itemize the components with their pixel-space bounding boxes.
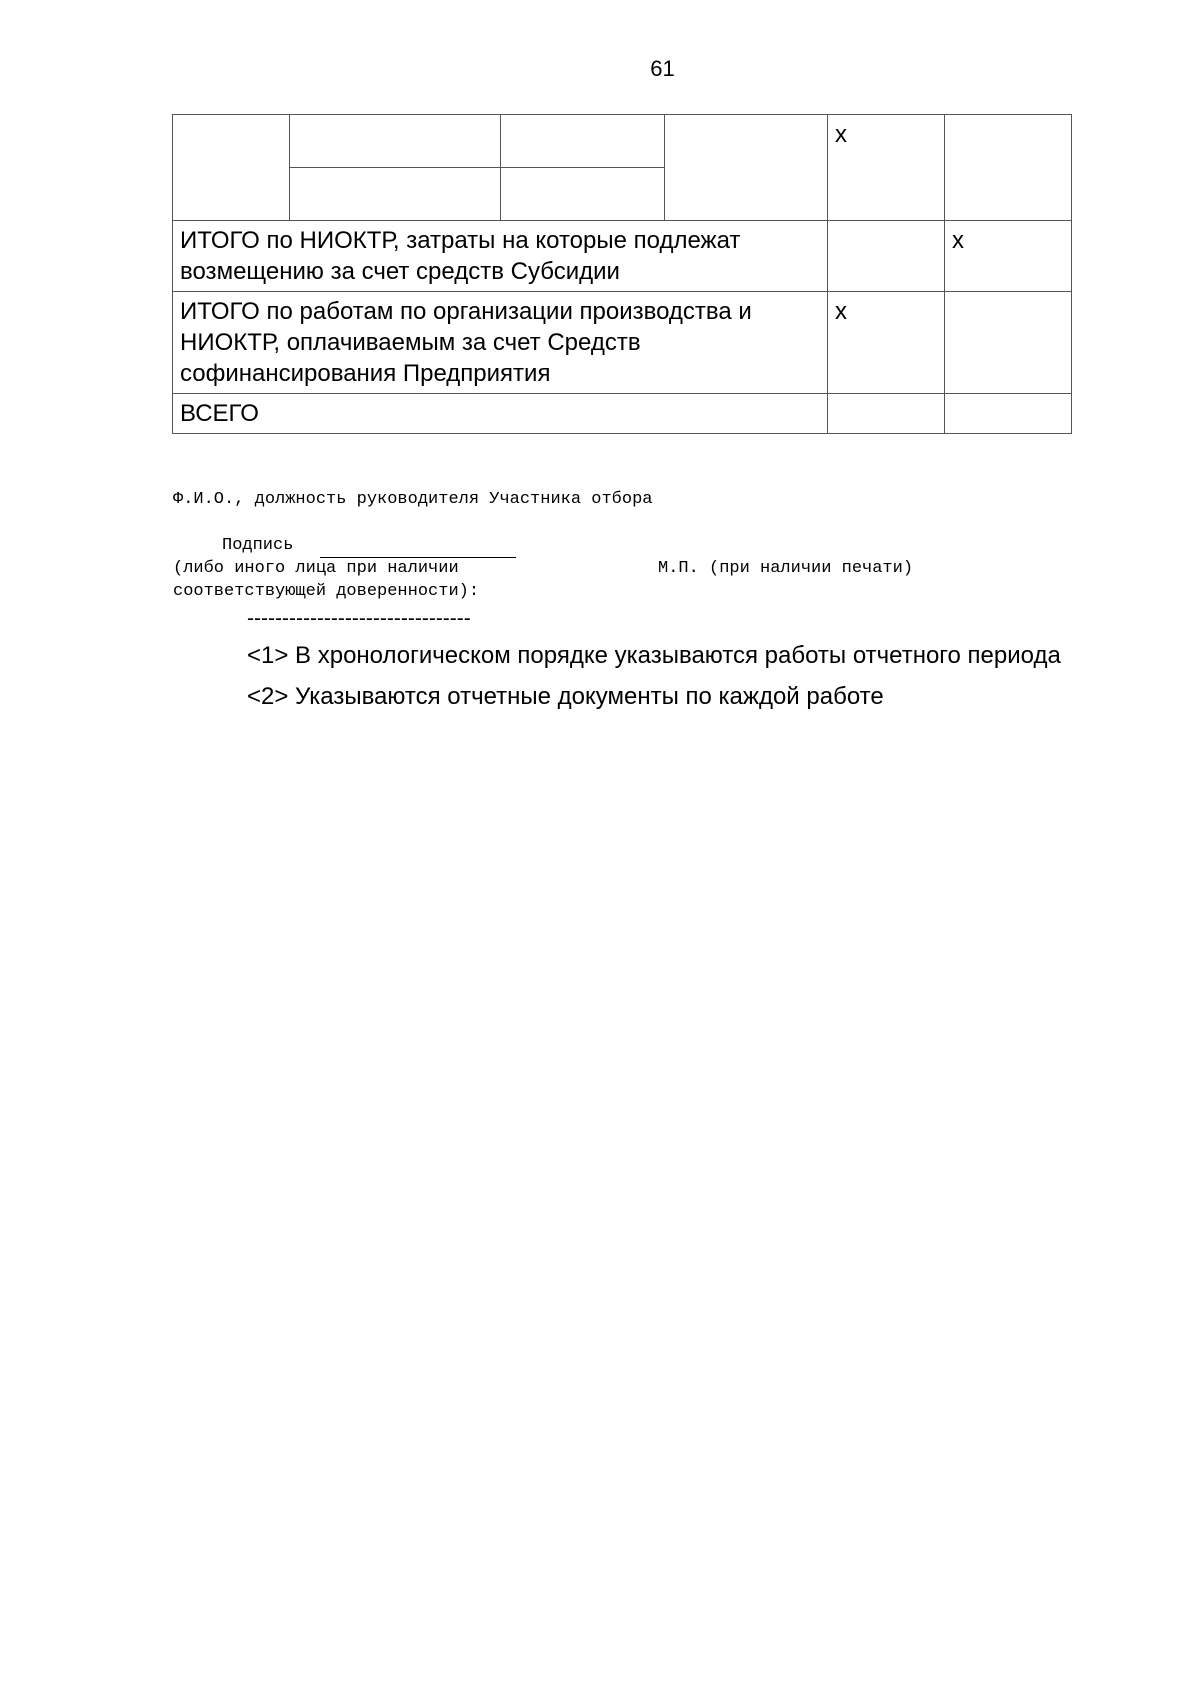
table-cell-mark: x [945, 221, 1072, 292]
head-name-line: Ф.И.О., должность руководителя Участника отбора [173, 490, 653, 509]
table-row-grand-total [173, 394, 1072, 434]
table-cell [828, 221, 945, 292]
page-number: 61 [650, 56, 675, 81]
footnote-separator: -------------------------------- [247, 607, 471, 630]
table-cell [945, 292, 1072, 394]
table-cell [501, 168, 665, 221]
table-cell-mark: x [828, 115, 945, 221]
table-cell [828, 394, 945, 434]
table-row-top-a [173, 115, 1072, 168]
row-label-grand-total: ВСЕГО [173, 394, 828, 434]
row-label-subsidy-total: ИТОГО по НИОКТР, затраты на которые подлежат возмещению за счет средств Субсидии [173, 221, 828, 292]
footnote-1: <1> В хронологическом порядке указываются работы отчетного периода [247, 642, 1061, 669]
table-cell [173, 115, 290, 221]
table-cell [945, 115, 1072, 221]
table-cell [290, 168, 501, 221]
proxy-line-1: (либо иного лица при наличии [173, 559, 459, 578]
table-cell-mark: x [828, 292, 945, 394]
table-row-cofinancing-total [173, 292, 1072, 394]
signature-label: Подпись [222, 536, 294, 555]
table-row-subsidy-total [173, 221, 1072, 292]
proxy-line-2: соответствующей доверенности): [173, 582, 480, 601]
stamp-label: М.П. (при наличии печати) [658, 559, 914, 578]
table-cell [290, 115, 501, 168]
footnote-2: <2> Указываются отчетные документы по каждой работе [247, 683, 884, 710]
table-cell [665, 115, 828, 221]
table-cell [501, 115, 665, 168]
row-label-cofinancing-total: ИТОГО по работам по организации производства и НИОКТР, оплачиваемым за счет Средств софинансирования Предприятия [173, 292, 828, 394]
report-table [172, 114, 1072, 434]
table-cell [945, 394, 1072, 434]
